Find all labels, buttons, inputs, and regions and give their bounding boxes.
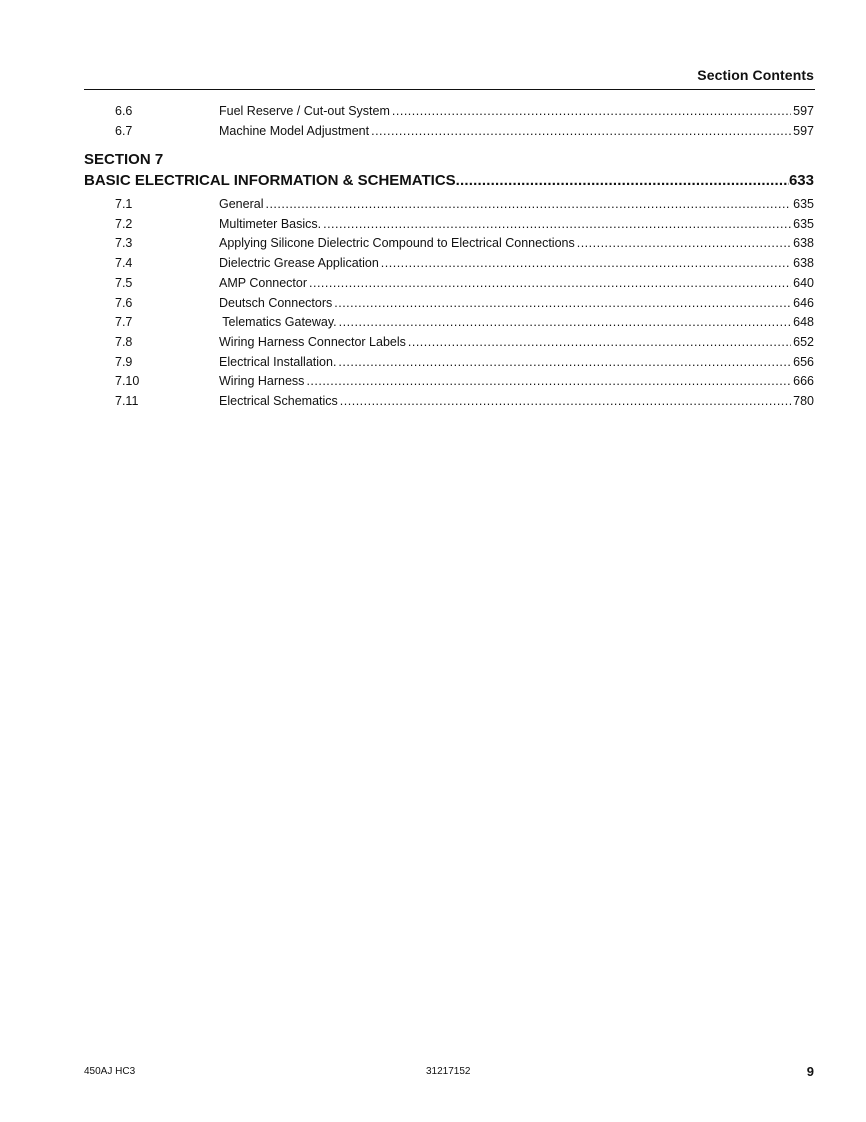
entry-number: 6.6 — [115, 104, 133, 118]
dot-leader — [309, 273, 791, 293]
entry-title: Deutsch Connectors — [219, 295, 333, 310]
toc-entry[interactable] — [84, 312, 814, 332]
entry-page: 635 — [793, 216, 814, 231]
entry-title: Applying Silicone Dielectric Compound to Electrical Connections — [219, 236, 575, 251]
dot-leader — [392, 101, 791, 121]
toc-entry[interactable] — [84, 371, 814, 391]
entry-page: 635 — [793, 197, 814, 211]
entry-title: General — [219, 197, 264, 211]
toc-entry[interactable] — [84, 233, 814, 253]
section-label: SECTION 7 — [84, 151, 164, 168]
footer-model: 450AJ HC3 — [84, 1066, 136, 1077]
entry-title: Multimeter Basics. — [219, 216, 322, 231]
dot-leader — [334, 293, 791, 313]
entry-number: 7.5 — [115, 275, 133, 290]
entry-number: 7.2 — [115, 216, 133, 231]
entry-page: 666 — [793, 374, 814, 389]
header-rule — [84, 89, 815, 90]
dot-leader — [577, 233, 791, 253]
entry-title: Electrical Schematics — [219, 394, 338, 408]
entry-title: Wiring Harness — [219, 374, 305, 389]
toc-entry[interactable] — [84, 332, 814, 352]
entry-title: Telematics Gateway. — [219, 315, 337, 330]
entry-number: 7.9 — [115, 354, 133, 369]
section-page: 633 — [788, 172, 814, 189]
entry-number: 7.8 — [115, 334, 133, 349]
dot-leader — [339, 312, 792, 332]
footer-doc-number: 31217152 — [426, 1066, 471, 1077]
page-header-title: Section Contents — [697, 67, 814, 83]
dot-leader — [340, 391, 791, 411]
entry-page: 648 — [793, 315, 814, 330]
toc-entry[interactable] — [84, 214, 814, 234]
section-heading[interactable] — [84, 170, 814, 192]
footer-page-number: 9 — [806, 1064, 814, 1079]
entry-page: 597 — [793, 124, 814, 138]
entry-page: 638 — [793, 256, 814, 271]
entry-title: Fuel Reserve / Cut-out System — [219, 104, 390, 118]
toc-entry[interactable] — [84, 253, 814, 273]
entry-number: 7.10 — [115, 374, 140, 389]
entry-title: Dielectric Grease Application — [219, 256, 379, 271]
toc-entry[interactable] — [84, 121, 814, 141]
entry-number: 7.1 — [115, 197, 133, 211]
entry-number: 7.6 — [115, 295, 133, 310]
entry-number: 7.11 — [115, 394, 139, 408]
toc-entry[interactable] — [84, 101, 814, 121]
entry-page: 638 — [793, 236, 814, 251]
entry-title: Machine Model Adjustment — [219, 124, 370, 138]
entry-page: 656 — [793, 354, 814, 369]
toc-entry[interactable] — [84, 352, 814, 372]
toc-entry[interactable] — [84, 273, 814, 293]
entry-number: 7.4 — [115, 256, 133, 271]
entry-title: AMP Connector — [219, 275, 308, 290]
dot-leader — [456, 170, 789, 192]
entry-number: 6.7 — [115, 124, 133, 138]
section-title: BASIC ELECTRICAL INFORMATION & SCHEMATICS — [84, 172, 456, 189]
entry-page: 646 — [793, 295, 814, 310]
entry-title: Wiring Harness Connector Labels — [219, 334, 406, 349]
dot-leader — [371, 121, 791, 141]
dot-leader — [306, 371, 791, 391]
toc-entry[interactable] — [84, 391, 814, 411]
entry-page: 652 — [793, 334, 814, 349]
entry-page: 640 — [793, 275, 814, 290]
dot-leader — [265, 194, 791, 214]
dot-leader — [323, 214, 791, 234]
entry-page: 780 — [793, 394, 814, 408]
toc-entry[interactable] — [84, 194, 814, 214]
entry-title: Electrical Installation. — [219, 354, 337, 369]
dot-leader — [408, 332, 791, 352]
entry-page: 597 — [793, 104, 814, 118]
toc-entry[interactable] — [84, 293, 814, 313]
dot-leader — [338, 352, 791, 372]
entry-number: 7.7 — [115, 315, 133, 330]
entry-number: 7.3 — [115, 236, 133, 251]
dot-leader — [381, 253, 791, 273]
